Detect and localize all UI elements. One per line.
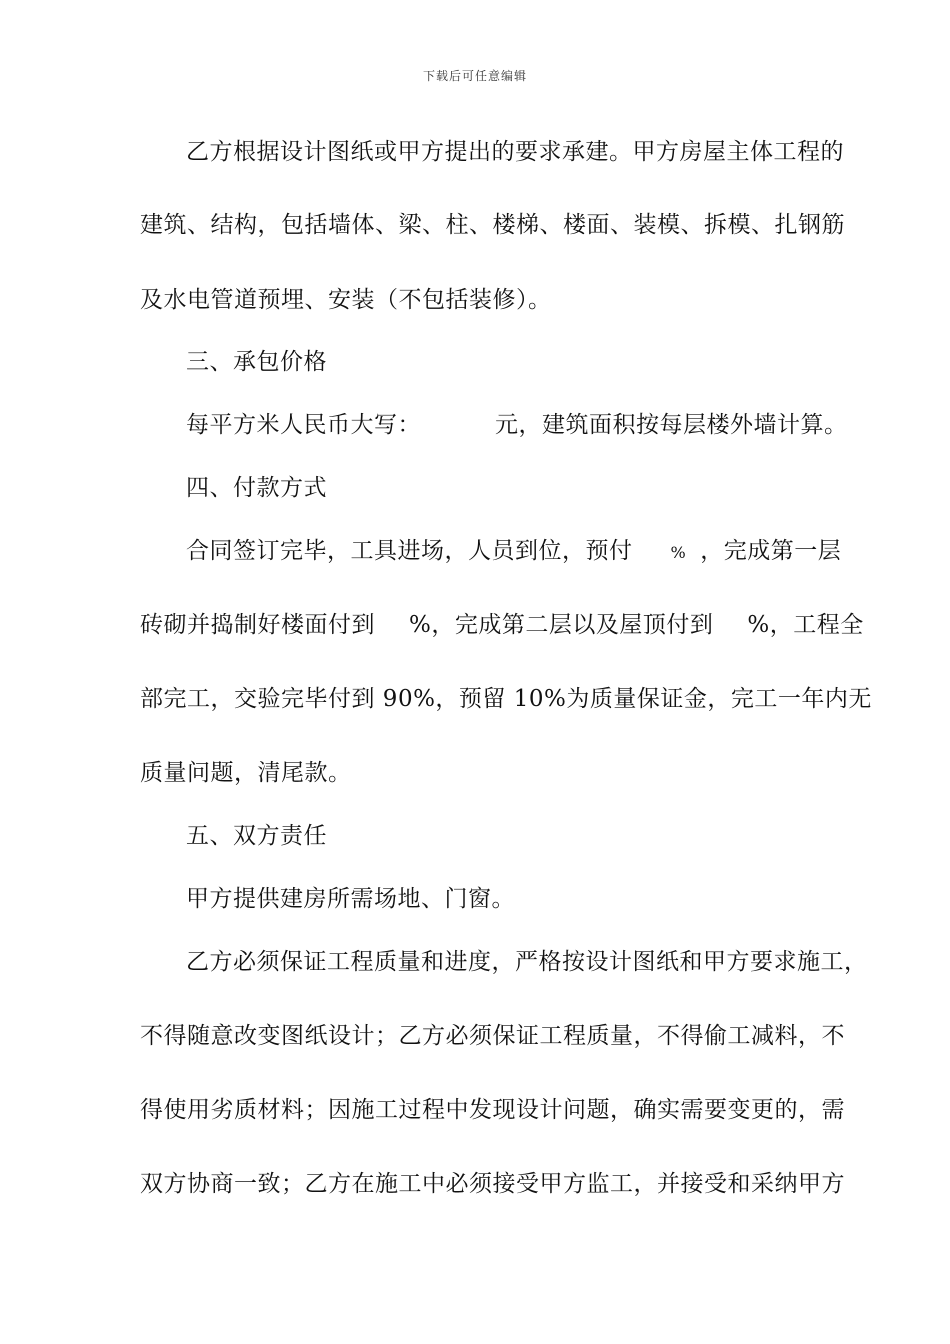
payment-text: %，工程全 (747, 612, 864, 638)
section-heading-payment: 四、付款方式 (186, 475, 327, 501)
payment-text: 砖砌并捣制好楼面付到 (140, 612, 375, 638)
payment-text: %，完成第二层以及屋顶付到 (409, 612, 714, 638)
price-label: 每平方米人民币大写： (186, 412, 421, 438)
payment-text: 合同签订完毕，工具进场，人员到位，预付 (186, 538, 633, 564)
paragraph-line: 部完工，交验完毕付到 90%，预留 10%为质量保证金，完工一年内无 (140, 686, 872, 712)
payment-text: ，完成第一层 (700, 538, 842, 564)
paragraph-line: 得使用劣质材料；因施工过程中发现设计问题，确实需要变更的，需 (140, 1097, 845, 1123)
payment-line (186, 536, 841, 568)
price-text: 元，建筑面积按每层楼外墙计算。 (495, 412, 848, 438)
paragraph-line: 建筑、结构，包括墙体、梁、柱、楼梯、楼面、装模、拆模、扎钢筋 (140, 212, 845, 238)
payment-line (140, 610, 864, 640)
price-line (186, 410, 848, 440)
section-heading-responsibility: 五、双方责任 (186, 823, 327, 849)
page-header-note: 下载后可任意编辑 (422, 69, 527, 83)
section-heading-price: 三、承包价格 (186, 349, 327, 375)
percent-sign: % (670, 543, 687, 562)
paragraph-line: 乙方必须保证工程质量和进度，严格按设计图纸和甲方要求施工， (186, 949, 868, 975)
paragraph-line: 质量问题，清尾款。 (140, 760, 352, 786)
paragraph-line: 双方协商一致；乙方在施工中必须接受甲方监工，并接受和采纳甲方 (140, 1171, 845, 1197)
paragraph-line: 乙方根据设计图纸或甲方提出的要求承建。甲方房屋主体工程的 (186, 139, 844, 165)
paragraph-line: 及水电管道预埋、安装（不包括装修）。 (140, 287, 552, 313)
paragraph-line: 不得随意改变图纸设计；乙方必须保证工程质量，不得偷工减料，不 (140, 1023, 845, 1049)
paragraph-line: 甲方提供建房所需场地、门窗。 (186, 886, 515, 912)
